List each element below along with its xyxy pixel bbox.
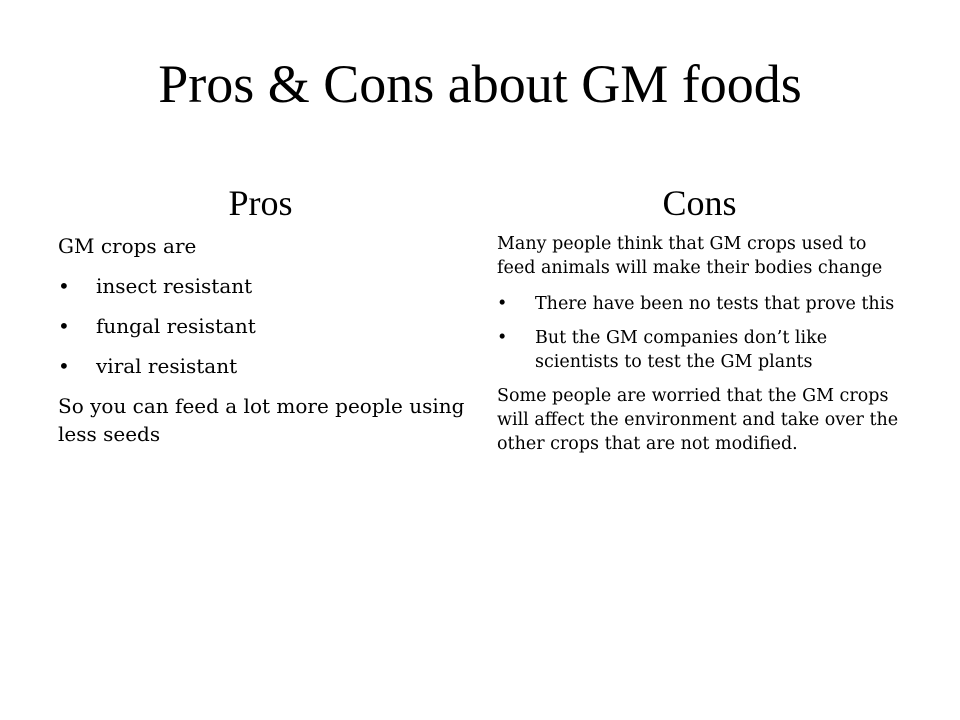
cons-bullet: • There have been no tests that prove this bbox=[497, 292, 907, 316]
cons-list bbox=[497, 292, 907, 374]
pros-bullet: • viral resistant bbox=[58, 352, 468, 380]
cons-intro: Many people think that GM crops used to feed animals will make their bodies change bbox=[497, 234, 883, 278]
pros-heading: Pros bbox=[228, 183, 293, 223]
cons-bullet: • But the GM companies don’t like scientists to test the GM plants bbox=[497, 326, 907, 374]
pros-outro: So you can feed a lot more people using less seeds bbox=[58, 394, 465, 446]
cons-column bbox=[497, 182, 907, 456]
pros-list bbox=[58, 272, 468, 380]
pros-column bbox=[58, 182, 468, 448]
cons-body bbox=[497, 232, 907, 456]
cons-heading: Cons bbox=[662, 183, 737, 223]
pros-bullet: • insect resistant bbox=[58, 272, 468, 300]
pros-body bbox=[58, 232, 468, 448]
pros-bullet: • fungal resistant bbox=[58, 312, 468, 340]
pros-intro: GM crops are bbox=[58, 234, 197, 258]
slide-title: Pros & Cons about GM foods bbox=[158, 54, 802, 114]
cons-outro: Some people are worried that the GM crops will affect the environment and take over the other crops that are not modified. bbox=[497, 386, 899, 454]
